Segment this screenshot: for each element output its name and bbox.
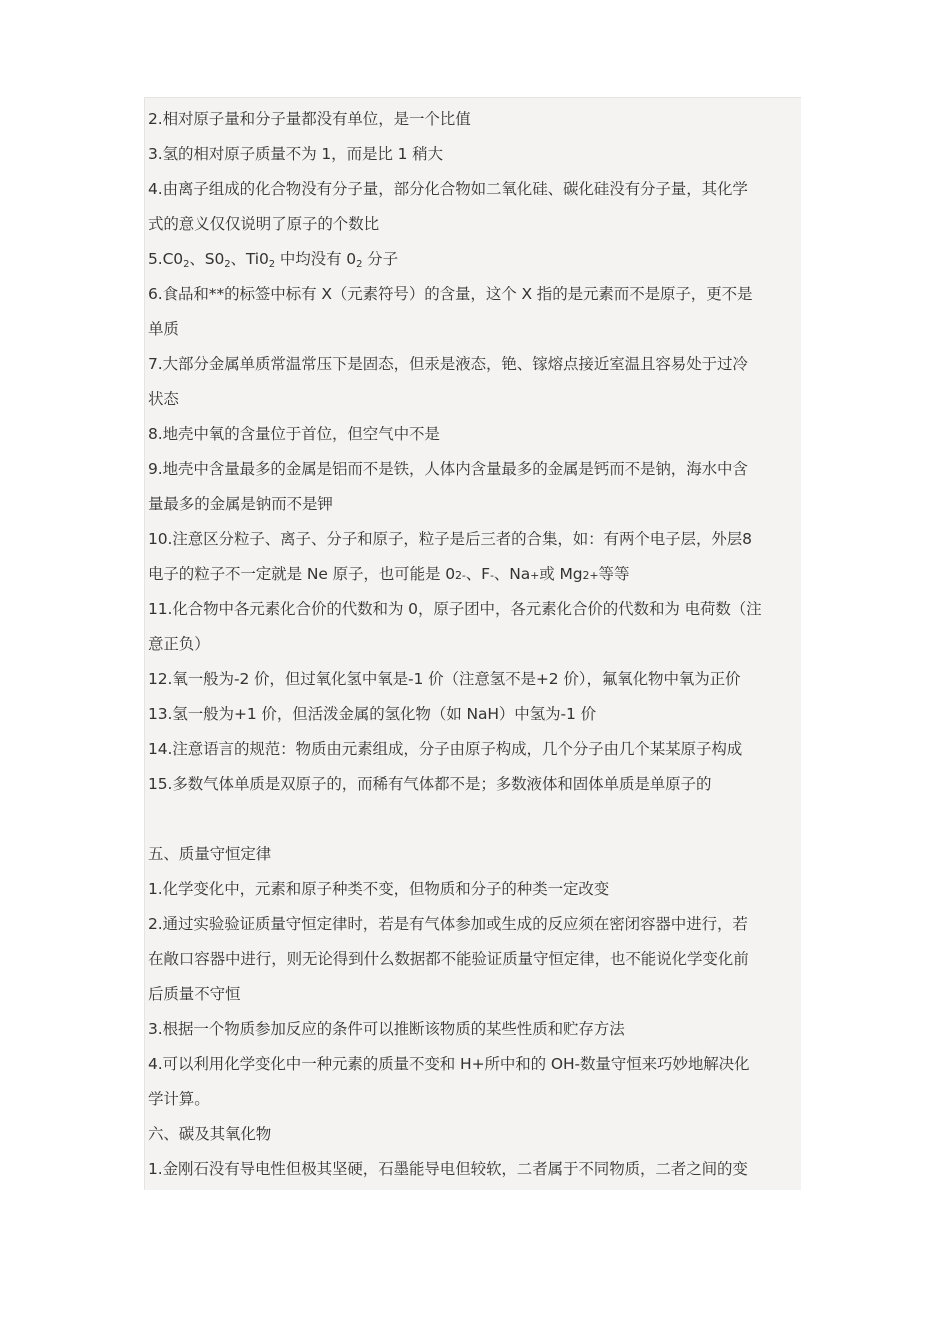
text-line: 后质量不守恒 xyxy=(148,985,241,1003)
section-heading: 六、碳及其氧化物 xyxy=(148,1125,272,1143)
text-line: 12.氧一般为-2 价，但过氧化氢中氧是-1 价（注意氢不是+2 价），氟氧化物中氧为正价 xyxy=(148,670,741,688)
text-line: 7.大部分金属单质常温常压下是固态，但汞是液态，铯、镓熔点接近室温且容易处于过冷 xyxy=(148,355,748,373)
text-line: 8.地壳中氧的含量位于首位，但空气中不是 xyxy=(148,425,440,443)
text-line: 4.由离子组成的化合物没有分子量，部分化合物如二氧化硅、碳化硅没有分子量，其化学 xyxy=(148,180,748,198)
text-line: 10.注意区分粒子、离子、分子和原子，粒子是后三者的合集，如：有两个电子层，外层8 xyxy=(148,530,752,548)
text-line-ions: 电子的粒子不一定就是 Ne 原子，也可能是 02-、F-、Na+或 Mg2+等等 xyxy=(148,565,630,583)
text-line: 量最多的金属是钠而不是钾 xyxy=(148,495,333,513)
text-line: 1.金刚石没有导电性但极其坚硬，石墨能导电但较软，二者属于不同物质，二者之间的变 xyxy=(148,1160,748,1178)
blank-line xyxy=(148,802,808,837)
text-line: 1.化学变化中，元素和原子种类不变，但物质和分子的种类一定改变 xyxy=(148,880,610,898)
text-line: 4.可以利用化学变化中一种元素的质量不变和 H+所中和的 OH-数量守恒来巧妙地解决化 xyxy=(148,1055,750,1073)
text-line: 式的意义仅仅说明了原子的个数比 xyxy=(148,215,380,233)
text-line: 在敞口容器中进行，则无论得到什么数据都不能验证质量守恒定律，也不能说化学变化前 xyxy=(148,950,749,968)
text-line: 意正负） xyxy=(148,635,210,653)
text-line: 3.根据一个物质参加反应的条件可以推断该物质的某些性质和贮存方法 xyxy=(148,1020,625,1038)
text-line: 6.食品和**的标签中标有 X（元素符号）的含量，这个 X 指的是元素而不是原子，更不是 xyxy=(148,285,753,303)
text-line: 2.相对原子量和分子量都没有单位，是一个比值 xyxy=(148,110,471,128)
document-text xyxy=(148,102,808,1187)
text-line: 学计算。 xyxy=(148,1090,210,1108)
text-line: 3.氢的相对原子质量不为 1，而是比 1 稍大 xyxy=(148,145,443,163)
text-line: 单质 xyxy=(148,320,179,338)
section-heading: 五、质量守恒定律 xyxy=(148,845,272,863)
text-line: 状态 xyxy=(148,390,179,408)
text-line: 15.多数气体单质是双原子的，而稀有气体都不是；多数液体和固体单质是单原子的 xyxy=(148,775,712,793)
text-line: 11.化合物中各元素化合价的代数和为 0，原子团中，各元素化合价的代数和为 电荷数（注 xyxy=(148,600,762,618)
text-line: 9.地壳中含量最多的金属是铝而不是铁，人体内含量最多的金属是钙而不是钠，海水中含 xyxy=(148,460,748,478)
text-line-formula: $5.C0_2$、$S0_2$、$Ti0_2$ 中均没有 $0_2$ 分子 xyxy=(148,250,398,270)
text-line: 2.通过实验验证质量守恒定律时，若是有气体参加或生成的反应须在密闭容器中进行，若 xyxy=(148,915,748,933)
text-line: 14.注意语言的规范：物质由元素组成，分子由原子构成，几个分子由几个某某原子构成 xyxy=(148,740,743,758)
text-line: 13.氢一般为+1 价，但活泼金属的氢化物（如 NaH）中氢为-1 价 xyxy=(148,705,596,723)
